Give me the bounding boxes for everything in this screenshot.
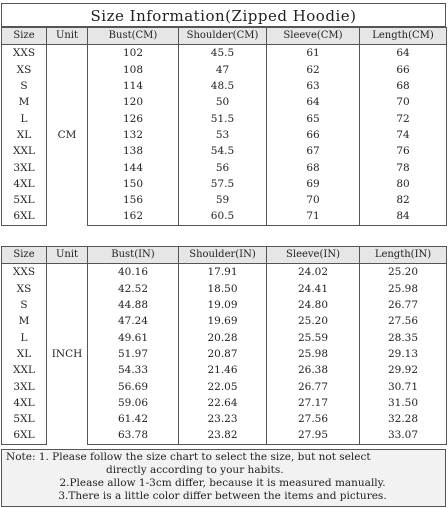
size-table-cm [1, 27, 447, 226]
measurement-cell: 26.77 [267, 378, 360, 394]
note-line-3: 3.There is a little color differ between the items and pictures. [58, 490, 387, 502]
measurement-cell: 64 [267, 94, 360, 110]
table-header-row [2, 247, 447, 264]
measurement-cell: 54.33 [88, 362, 179, 378]
measurement-cell: 29.92 [360, 362, 447, 378]
unit-cell: CM [47, 45, 88, 225]
measurement-cell: 48.5 [179, 78, 267, 94]
measurement-cell: 25.20 [360, 264, 447, 281]
size-table-inch [1, 246, 447, 445]
measurement-cell: 59 [179, 192, 267, 208]
column-header: Size [2, 28, 47, 45]
measurement-cell: 51.5 [179, 110, 267, 126]
measurement-cell: 19.69 [179, 313, 267, 329]
measurement-cell: 68 [360, 78, 447, 94]
column-header: Sleeve(IN) [267, 247, 360, 264]
measurement-cell: 30.71 [360, 378, 447, 394]
measurement-cell: 29.13 [360, 346, 447, 362]
notes-box [1, 449, 446, 507]
measurement-cell: 27.56 [267, 411, 360, 427]
size-cell: S [2, 297, 47, 313]
measurement-cell: 70 [360, 94, 447, 110]
size-cell: L [2, 110, 47, 126]
column-header: Unit [47, 28, 88, 45]
measurement-cell: 66 [267, 127, 360, 143]
measurement-cell: 17.91 [179, 264, 267, 281]
measurement-cell: 51.97 [88, 346, 179, 362]
measurement-cell: 80 [360, 176, 447, 192]
measurement-cell: 72 [360, 110, 447, 126]
measurement-cell: 63.78 [88, 427, 179, 444]
column-header: Unit [47, 247, 88, 264]
column-header: Bust(CM) [88, 28, 179, 45]
size-cell: XXS [2, 45, 47, 62]
size-cell: XL [2, 127, 47, 143]
measurement-cell: 132 [88, 127, 179, 143]
measurement-cell: 66 [360, 62, 447, 78]
column-header: Length(CM) [360, 28, 447, 45]
size-cell: XXS [2, 264, 47, 281]
size-cell: 5XL [2, 411, 47, 427]
measurement-cell: 156 [88, 192, 179, 208]
measurement-cell: 27.56 [360, 313, 447, 329]
measurement-cell: 62 [267, 62, 360, 78]
unit-cell: INCH [47, 264, 88, 444]
measurement-cell: 26.38 [267, 362, 360, 378]
measurement-cell: 60.5 [179, 208, 267, 225]
measurement-cell: 50 [179, 94, 267, 110]
measurement-cell: 47.24 [88, 313, 179, 329]
size-cell: XS [2, 281, 47, 297]
column-header: Bust(IN) [88, 247, 179, 264]
measurement-cell: 64 [360, 45, 447, 62]
measurement-cell: 25.20 [267, 313, 360, 329]
size-cell: 4XL [2, 176, 47, 192]
measurement-cell: 76 [360, 143, 447, 159]
measurement-cell: 27.17 [267, 395, 360, 411]
measurement-cell: 25.59 [267, 329, 360, 345]
size-cell: M [2, 94, 47, 110]
column-header: Shoulder(IN) [179, 247, 267, 264]
measurement-cell: 56.69 [88, 378, 179, 394]
measurement-cell: 49.61 [88, 329, 179, 345]
measurement-cell: 19.09 [179, 297, 267, 313]
column-header: Length(IN) [360, 247, 447, 264]
measurement-cell: 18.50 [179, 281, 267, 297]
size-cell: 4XL [2, 395, 47, 411]
measurement-cell: 20.87 [179, 346, 267, 362]
measurement-cell: 54.5 [179, 143, 267, 159]
measurement-cell: 108 [88, 62, 179, 78]
measurement-cell: 28.35 [360, 329, 447, 345]
measurement-cell: 31.50 [360, 395, 447, 411]
page-title: Size Information(Zipped Hoodie) [1, 3, 446, 27]
size-cell: 6XL [2, 427, 47, 444]
measurement-cell: 32.28 [360, 411, 447, 427]
size-cell: 5XL [2, 192, 47, 208]
column-header: Sleeve(CM) [267, 28, 360, 45]
measurement-cell: 40.16 [88, 264, 179, 281]
measurement-cell: 57.5 [179, 176, 267, 192]
note-line-2: 2.Please allow 1-3cm differ, because it is measured manually. [59, 477, 386, 489]
table-header-row [2, 28, 447, 45]
size-cell: 6XL [2, 208, 47, 225]
measurement-cell: 61 [267, 45, 360, 62]
measurement-cell: 126 [88, 110, 179, 126]
measurement-cell: 23.23 [179, 411, 267, 427]
measurement-cell: 25.98 [360, 281, 447, 297]
measurement-cell: 70 [267, 192, 360, 208]
measurement-cell: 120 [88, 94, 179, 110]
column-header: Shoulder(CM) [179, 28, 267, 45]
size-cell: XL [2, 346, 47, 362]
measurement-cell: 59.06 [88, 395, 179, 411]
measurement-cell: 144 [88, 159, 179, 175]
measurement-cell: 82 [360, 192, 447, 208]
measurement-cell: 74 [360, 127, 447, 143]
measurement-cell: 102 [88, 45, 179, 62]
measurement-cell: 84 [360, 208, 447, 225]
measurement-cell: 23.82 [179, 427, 267, 444]
measurement-cell: 45.5 [179, 45, 267, 62]
measurement-cell: 78 [360, 159, 447, 175]
size-cell: XXL [2, 362, 47, 378]
measurement-cell: 68 [267, 159, 360, 175]
measurement-cell: 24.41 [267, 281, 360, 297]
table-row [2, 264, 447, 281]
size-cell: S [2, 78, 47, 94]
measurement-cell: 44.88 [88, 297, 179, 313]
size-cell: 3XL [2, 378, 47, 394]
measurement-cell: 71 [267, 208, 360, 225]
measurement-cell: 20.28 [179, 329, 267, 345]
measurement-cell: 42.52 [88, 281, 179, 297]
column-header: Size [2, 247, 47, 264]
measurement-cell: 56 [179, 159, 267, 175]
measurement-cell: 27.95 [267, 427, 360, 444]
measurement-cell: 22.64 [179, 395, 267, 411]
measurement-cell: 22.05 [179, 378, 267, 394]
size-cell: XS [2, 62, 47, 78]
note-line-1-continued: directly according to your habits. [106, 464, 284, 476]
measurement-cell: 53 [179, 127, 267, 143]
measurement-cell: 47 [179, 62, 267, 78]
measurement-cell: 33.07 [360, 427, 447, 444]
measurement-cell: 114 [88, 78, 179, 94]
size-cell: XXL [2, 143, 47, 159]
size-cell: 3XL [2, 159, 47, 175]
note-line-1: Note: 1. Please follow the size chart to select the size, but not select [6, 451, 371, 463]
measurement-cell: 26.77 [360, 297, 447, 313]
size-cell: M [2, 313, 47, 329]
measurement-cell: 65 [267, 110, 360, 126]
measurement-cell: 24.80 [267, 297, 360, 313]
measurement-cell: 138 [88, 143, 179, 159]
measurement-cell: 24.02 [267, 264, 360, 281]
measurement-cell: 150 [88, 176, 179, 192]
measurement-cell: 63 [267, 78, 360, 94]
table-row [2, 45, 447, 62]
measurement-cell: 69 [267, 176, 360, 192]
measurement-cell: 67 [267, 143, 360, 159]
measurement-cell: 21.46 [179, 362, 267, 378]
measurement-cell: 25.98 [267, 346, 360, 362]
size-cell: L [2, 329, 47, 345]
measurement-cell: 162 [88, 208, 179, 225]
measurement-cell: 61.42 [88, 411, 179, 427]
